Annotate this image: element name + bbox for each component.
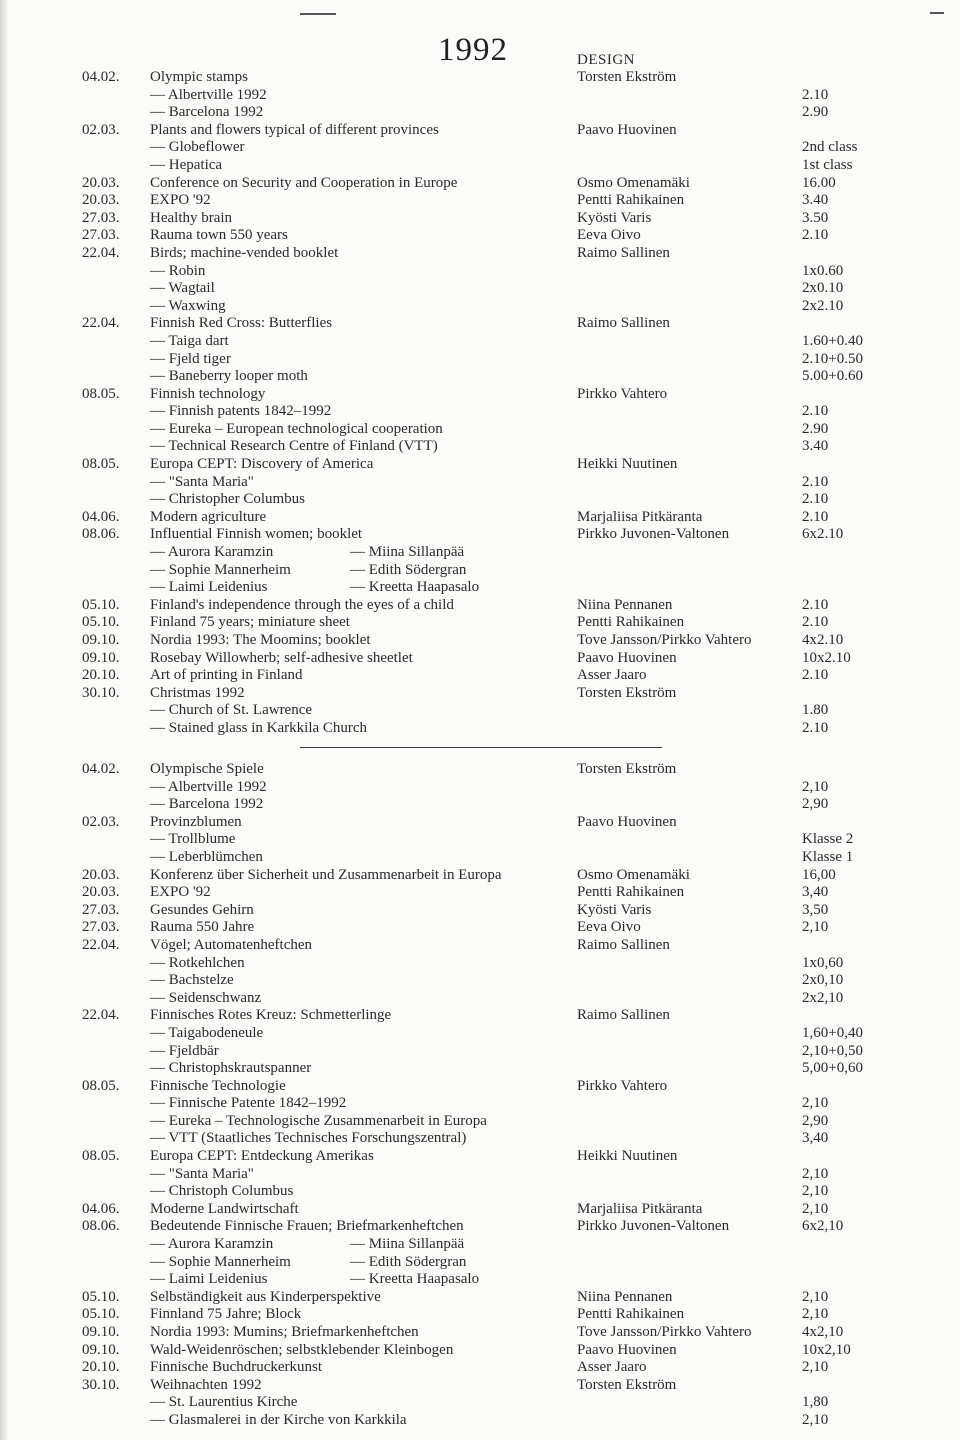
designer-name: Eeva Oivo [577,919,641,936]
face-value: 2x0.10 [802,280,844,297]
designer-name: Marjaliisa Pitkäranta [577,508,703,525]
issue-date: 05.10. [82,1306,120,1323]
stamp-issue-row [0,1254,960,1272]
sub-stamp-title: — "Santa Maria" [150,473,254,490]
stamp-issue-row [0,526,960,544]
face-value: 1x0,60 [802,954,844,971]
issue-date: 05.10. [82,1288,120,1305]
face-value: 2,10 [802,1411,829,1428]
issue-date: 27.03. [82,227,120,244]
stamp-issue-row [0,491,960,509]
issue-date: 20.10. [82,1359,120,1376]
issue-date: 09.10. [82,649,120,666]
face-value: 3,40 [802,1130,829,1147]
issue-title: Weihnachten 1992 [150,1376,262,1393]
face-value: 6x2,10 [802,1218,844,1235]
designer-name: Heikki Nuutinen [577,1148,678,1165]
face-value: 2,10 [802,778,829,795]
face-value: 3.50 [802,209,829,226]
stamp-issue-row [0,779,960,797]
sub-stamp-title: — St. Laurentius Kirche [150,1394,298,1411]
designer-name: Pentti Rahikainen [577,884,685,901]
stamp-issue-row [0,884,960,902]
issue-title: Europa CEPT: Discovery of America [150,456,374,473]
sub-stamp-title-second: — Edith Södergran [350,1253,467,1270]
designer-name: Raimo Sallinen [577,244,670,261]
stamp-issue-row [0,1359,960,1377]
issue-title: Modern agriculture [150,508,267,525]
issue-date: 22.04. [82,244,120,261]
design-column-heading: DESIGN [577,52,635,68]
stamp-issue-row [0,579,960,597]
sub-stamp-title: — Robin [150,262,206,279]
issue-title: EXPO '92 [150,192,211,209]
stamp-issue-row [0,867,960,885]
sub-stamp-title: — Seidenschwanz [150,989,262,1006]
face-value: 10x2,10 [802,1341,851,1358]
issue-date: 27.03. [82,919,120,936]
issue-date: 08.05. [82,456,120,473]
issue-title: Healthy brain [150,209,233,226]
face-value: 2,10 [802,1288,829,1305]
issue-date: 20.03. [82,866,120,883]
face-value: 16.00 [802,174,836,191]
stamp-issue-row [0,685,960,703]
stamp-issue-row [0,87,960,105]
designer-name: Paavo Huovinen [577,649,677,666]
sub-stamp-title: — Technical Research Centre of Finland (VTT) [150,438,438,455]
sub-stamp-title: — Taiga dart [150,332,229,349]
stamp-issue-row [0,351,960,369]
issue-date: 30.10. [82,1376,120,1393]
issue-title: EXPO '92 [150,884,211,901]
face-value: 2,10 [802,1359,829,1376]
stamp-issue-row [0,1306,960,1324]
stamp-issue-row [0,1201,960,1219]
sub-stamp-title: — Finnish patents 1842–1992 [150,403,332,420]
face-value: 2.10 [802,667,829,684]
issue-date: 09.10. [82,632,120,648]
designer-name: Tove Jansson/Pirkko Vahtero [577,1324,752,1340]
stamp-issue-row [0,157,960,175]
face-value: 1,80 [802,1394,829,1411]
stamp-issue-row [0,421,960,439]
issue-title: Finnisches Rotes Kreuz: Schmetterlinge [150,1007,392,1024]
sub-stamp-title: — Stained glass in Karkkila Church [150,719,368,736]
stamp-issue-row [0,1324,960,1342]
stamp-issue-row [0,139,960,157]
stamp-issue-row [0,1236,960,1254]
face-value: 2.10 [802,596,829,613]
sub-stamp-title: — Sophie Mannerheim [150,561,291,578]
stamp-issue-row [0,1289,960,1307]
sub-stamp-title: — Glasmalerei in der Kirche von Karkkila [150,1411,407,1428]
issue-title: Finland 75 years; miniature sheet [150,614,350,631]
designer-name: Marjaliisa Pitkäranta [577,1200,703,1217]
stamp-issue-row [0,1130,960,1148]
issue-title: Rauma town 550 years [150,227,288,244]
issue-date: 08.05. [82,1077,120,1094]
stamp-issue-row [0,814,960,832]
sub-stamp-title: — Trollblume [150,831,236,848]
issue-date: 08.05. [82,385,120,402]
sub-stamp-title: — Wagtail [150,280,215,297]
stamp-issue-row [0,849,960,867]
face-value: Klasse 2 [802,831,854,848]
stamp-issue-row [0,1218,960,1236]
stamp-issue-row [0,761,960,779]
stamp-issue-row [0,315,960,333]
stamp-issue-row [0,403,960,421]
stamp-issue-row [0,720,960,738]
german-stamp-list [0,761,960,1430]
sub-stamp-title-second: — Kreetta Haapasalo [350,1271,480,1288]
face-value: 1.80 [802,702,829,719]
face-value: 2.10 [802,508,829,525]
designer-name: Pirkko Vahtero [577,385,668,402]
sub-stamp-title: — Baneberry looper moth [150,368,308,385]
stamp-issue-row [0,902,960,920]
stamp-issue-row [0,263,960,281]
face-value: 10x2.10 [802,649,851,666]
sub-stamp-title: — Church of St. Lawrence [150,702,313,719]
stamp-issue-row [0,972,960,990]
designer-name: Torsten Ekström [577,1376,677,1393]
scan-mark [300,13,336,15]
face-value: 5,00+0,60 [802,1060,863,1077]
stamp-issue-row [0,104,960,122]
face-value: 2,10 [802,1183,829,1200]
issue-title: Olympische Spiele [150,761,264,777]
sub-stamp-title-second: — Kreetta Haapasalo [350,579,480,596]
designer-name: Raimo Sallinen [577,1007,670,1024]
designer-name: Torsten Ekström [577,761,677,777]
issue-title: Moderne Landwirtschaft [150,1200,299,1217]
stamp-issue-row [0,1377,960,1395]
face-value: 2.90 [802,420,829,437]
issue-date: 20.03. [82,174,120,191]
stamp-issue-row [0,1113,960,1131]
stamp-issue-row [0,175,960,193]
designer-name: Pentti Rahikainen [577,614,685,631]
stamp-issue-row [0,1394,960,1412]
face-value: 16,00 [802,866,836,883]
designer-name: Kyösti Varis [577,209,652,226]
stamp-issue-row [0,210,960,228]
issue-date: 09.10. [82,1341,120,1358]
english-stamp-list [0,69,960,738]
designer-name: Osmo Omenamäki [577,866,690,883]
issue-title: Konferenz über Sicherheit und Zusammenarbeit in Europa [150,866,502,883]
stamp-issue-row [0,1342,960,1360]
issue-title: Birds; machine-vended booklet [150,244,339,261]
stamp-issue-row [0,562,960,580]
designer-name: Heikki Nuutinen [577,456,678,473]
sub-stamp-title: — Barcelona 1992 [150,104,264,121]
issue-date: 22.04. [82,936,120,953]
face-value: 2,90 [802,1112,829,1129]
stamp-issue-row [0,509,960,527]
designer-name: Niina Pennanen [577,1288,673,1305]
issue-title: Conference on Security and Cooperation in Europe [150,174,458,191]
face-value: 2x0,10 [802,972,844,989]
issue-date: 30.10. [82,684,120,701]
stamp-issue-row [0,650,960,668]
sub-stamp-title: — Waxwing [150,297,226,314]
designer-name: Paavo Huovinen [577,121,677,138]
stamp-issue-row [0,1183,960,1201]
designer-name: Niina Pennanen [577,596,673,613]
face-value: 2.10 [802,473,829,490]
sub-stamp-title: — Fjeldbär [150,1042,219,1059]
face-value: 2.10 [802,491,829,508]
issue-date: 22.04. [82,315,120,332]
stamp-issue-row [0,614,960,632]
sub-stamp-title: — Hepatica [150,156,223,173]
issue-title: Finnland 75 Jahre; Block [150,1306,302,1323]
issue-title: Finnische Buchdruckerkunst [150,1359,323,1376]
issue-title: Finland's independence through the eyes of a child [150,596,454,613]
stamp-issue-row [0,597,960,615]
stamp-issue-row [0,955,960,973]
face-value: 3.40 [802,438,829,455]
issue-title: Nordia 1993: Mumins; Briefmarkenheftchen [150,1324,419,1340]
sub-stamp-title: — Albertville 1992 [150,86,267,103]
issue-date: 02.03. [82,121,120,138]
sub-stamp-title: — Rotkehlchen [150,954,245,971]
sub-stamp-title: — Christophskrautspanner [150,1060,312,1077]
sub-stamp-title-second: — Miina Sillanpää [350,1236,465,1253]
face-value: Klasse 1 [802,848,854,865]
stamp-issue-row [0,386,960,404]
sub-stamp-title: — Taigabodeneule [150,1024,264,1041]
issue-date: 04.06. [82,1200,120,1217]
stamp-issue-row [0,227,960,245]
section-divider [300,747,662,748]
stamp-issue-row [0,1412,960,1430]
stamp-issue-row [0,368,960,386]
designer-name: Pirkko Juvonen-Valtonen [577,1218,730,1235]
issue-date: 04.02. [82,69,120,85]
designer-name: Paavo Huovinen [577,813,677,830]
sub-stamp-title: — Barcelona 1992 [150,796,264,813]
designer-name: Kyösti Varis [577,901,652,918]
sub-stamp-title: — Sophie Mannerheim [150,1253,291,1270]
face-value: 4x2.10 [802,632,844,648]
sub-stamp-title: — Bachstelze [150,972,234,989]
issue-title: Europa CEPT: Entdeckung Amerikas [150,1148,374,1165]
designer-name: Pentti Rahikainen [577,192,685,209]
page-title-year: 1992 [438,32,508,68]
designer-name: Torsten Ekström [577,684,677,701]
stamp-issue-row [0,456,960,474]
sub-stamp-title: — Laimi Leidenius [150,579,268,596]
issue-title: Plants and flowers typical of different provinces [150,121,439,138]
designer-name: Osmo Omenamäki [577,174,690,191]
issue-title: Wald-Weidenröschen; selbstklebender Kleinbogen [150,1341,454,1358]
stamp-issue-row [0,919,960,937]
issue-title: Bedeutende Finnische Frauen; Briefmarkenheftchen [150,1218,464,1235]
issue-title: Selbständigkeit aus Kinderperspektive [150,1288,381,1305]
sub-stamp-title: — Finnische Patente 1842–1992 [150,1095,347,1112]
issue-date: 20.03. [82,884,120,901]
sub-stamp-title: — Fjeld tiger [150,350,231,367]
designer-name: Torsten Ekström [577,69,677,85]
designer-name: Paavo Huovinen [577,1341,677,1358]
stamp-issue-row [0,1166,960,1184]
designer-name: Raimo Sallinen [577,936,670,953]
stamp-issue-row [0,1148,960,1166]
issue-title: Finnish Red Cross: Butterflies [150,315,333,332]
face-value: 2.10 [802,86,829,103]
issue-title: Vögel; Automatenheftchen [150,936,313,953]
issue-title: Nordia 1993: The Moomins; booklet [150,632,371,648]
stamp-issue-row [0,796,960,814]
issue-date: 08.06. [82,1218,120,1235]
issue-date: 20.03. [82,192,120,209]
face-value: 3,40 [802,884,829,901]
sub-stamp-title: — Eureka – Technologische Zusammenarbeit in Europa [150,1112,487,1129]
stamp-issue-row [0,1007,960,1025]
issue-title: Rosebay Willowherb; self-adhesive sheetlet [150,649,413,666]
face-value: 4x2,10 [802,1324,844,1340]
issue-title: Rauma 550 Jahre [150,919,255,936]
stamp-issue-row [0,937,960,955]
issue-date: 04.02. [82,761,120,777]
stamp-issue-row [0,1025,960,1043]
issue-date: 05.10. [82,614,120,631]
face-value: 1st class [802,156,853,173]
issue-date: 22.04. [82,1007,120,1024]
designer-name: Pentti Rahikainen [577,1306,685,1323]
stamp-issue-row [0,1271,960,1289]
face-value: 2,10 [802,919,829,936]
issue-title: Finnische Technologie [150,1077,286,1094]
stamp-issue-row [0,1043,960,1061]
stamp-issue-row [0,1078,960,1096]
sub-stamp-title: — Globeflower [150,139,245,156]
sub-stamp-title: — Aurora Karamzin [150,544,274,561]
stamp-issue-row [0,298,960,316]
sub-stamp-title: — Leberblümchen [150,848,263,865]
face-value: 1x0.60 [802,262,844,279]
face-value: 2nd class [802,139,858,156]
designer-name: Tove Jansson/Pirkko Vahtero [577,632,752,648]
issue-date: 09.10. [82,1324,120,1340]
stamp-issue-row [0,192,960,210]
stamp-issue-row [0,544,960,562]
designer-name: Raimo Sallinen [577,315,670,332]
face-value: 6x2.10 [802,526,844,543]
stamp-issue-row [0,122,960,140]
face-value: 2x2.10 [802,297,844,314]
face-value: 2.10 [802,719,829,736]
issue-title: Provinzblumen [150,813,242,830]
designer-name: Pirkko Vahtero [577,1077,668,1094]
sub-stamp-title: — Albertville 1992 [150,778,267,795]
designer-name: Asser Jaaro [577,1359,647,1376]
issue-date: 04.06. [82,508,120,525]
stamp-issue-row [0,1060,960,1078]
sub-stamp-title: — "Santa Maria" [150,1165,254,1182]
sub-stamp-title: — Aurora Karamzin [150,1236,274,1253]
face-value: 2,10 [802,1095,829,1112]
designer-name: Eeva Oivo [577,227,641,244]
issue-date: 27.03. [82,209,120,226]
face-value: 2.10 [802,227,829,244]
face-value: 5.00+0.60 [802,368,863,385]
stamp-issue-row [0,831,960,849]
face-value: 3,50 [802,901,829,918]
stamp-issue-row [0,438,960,456]
issue-title: Christmas 1992 [150,684,245,701]
face-value: 1,60+0,40 [802,1024,863,1041]
stamp-issue-row [0,69,960,87]
stamp-issue-row [0,990,960,1008]
issue-date: 02.03. [82,813,120,830]
issue-date: 27.03. [82,901,120,918]
issue-title: Influential Finnish women; booklet [150,526,363,543]
face-value: 2.90 [802,104,829,121]
issue-date: 08.06. [82,526,120,543]
issue-title: Gesundes Gehirn [150,901,254,918]
sub-stamp-title-second: — Edith Södergran [350,561,467,578]
sub-stamp-title: — Laimi Leidenius [150,1271,268,1288]
scan-mark [930,12,944,14]
sub-stamp-title: — VTT (Staatliches Technisches Forschungszentral) [150,1130,467,1147]
sub-stamp-title-second: — Miina Sillanpää [350,544,465,561]
issue-date: 08.05. [82,1148,120,1165]
face-value: 2.10+0.50 [802,350,863,367]
stamp-issue-row [0,474,960,492]
stamp-issue-row [0,702,960,720]
issue-title: Art of printing in Finland [150,667,303,684]
face-value: 3.40 [802,192,829,209]
face-value: 2,10 [802,1306,829,1323]
issue-title: Finnish technology [150,385,266,402]
designer-name: Pirkko Juvonen-Valtonen [577,526,730,543]
stamp-issue-row [0,280,960,298]
stamp-issue-row [0,245,960,263]
designer-name: Asser Jaaro [577,667,647,684]
stamp-issue-row [0,1095,960,1113]
face-value: 2.10 [802,403,829,420]
face-value: 2.10 [802,614,829,631]
issue-date: 20.10. [82,667,120,684]
face-value: 2,10 [802,1200,829,1217]
stamp-issue-row [0,667,960,685]
sub-stamp-title: — Eureka – European technological cooperation [150,420,443,437]
face-value: 2x2,10 [802,989,844,1006]
face-value: 1.60+0.40 [802,332,863,349]
stamp-issue-row [0,333,960,351]
sub-stamp-title: — Christoph Columbus [150,1183,294,1200]
sub-stamp-title: — Christopher Columbus [150,491,306,508]
face-value: 2,90 [802,796,829,813]
issue-date: 05.10. [82,596,120,613]
stamp-issue-row [0,632,960,650]
face-value: 2,10+0,50 [802,1042,863,1059]
issue-title: Olympic stamps [150,69,248,85]
face-value: 2,10 [802,1165,829,1182]
